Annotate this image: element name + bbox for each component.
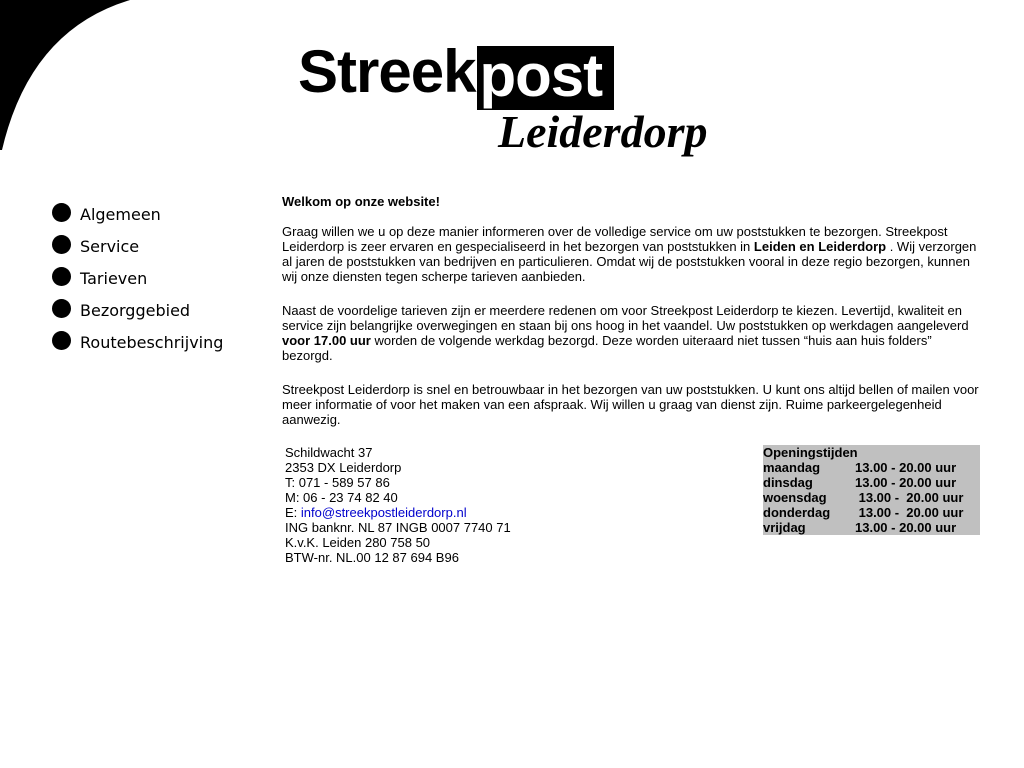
hours-time: 13.00 - 20.00 uur: [855, 505, 964, 520]
intro-highlight: Leiden en Leiderdorp: [753, 239, 887, 254]
address-btw: BTW-nr. NL.00 12 87 694 B96: [285, 550, 459, 565]
email-prefix: E:: [285, 505, 301, 520]
logo-text-post: post: [477, 46, 614, 110]
address-mobile: M: 06 - 23 74 82 40: [285, 490, 398, 505]
hours-time: 13.00 - 20.00 uur: [855, 460, 957, 475]
contact-paragraph: Streekpost Leiderdorp is snel en betrouwbaar in het bezorgen van uw poststukken. U kunt ons altijd bellen of mailen voor meer informatie of voor het maken van een afspraak. Wij willen u graag van dienst zijn. Ruime parkeergelegenheid aanwezig.: [282, 382, 979, 427]
hours-row: [763, 505, 980, 520]
intro-text-end: . Wij verzorgen al jaren de poststukken van bedrijven en particulieren. Omdat wij de poststukken vooral in deze regio bezorgen, kunnen wij onze diensten tegen scherpe tarieven aanbieden.: [282, 239, 977, 284]
email-link[interactable]: info@streekpostleiderdorp.nl: [300, 505, 467, 520]
nav-item-label: Service: [80, 236, 140, 256]
logo-text-streek: Streek: [298, 38, 476, 105]
hours-day: woensdag: [763, 490, 827, 505]
nav-item-bezorggebied[interactable]: [52, 294, 223, 326]
address-postal: 2353 DX Leiderdorp: [285, 460, 402, 475]
main-content: [282, 194, 982, 446]
nav-item-service[interactable]: [52, 230, 223, 262]
reasons-text-end: worden de volgende werkdag bezorgd. Deze worden uiteraard niet tussen “huis aan huis folders” bezorgd.: [282, 333, 932, 363]
address-street: Schildwacht 37: [285, 445, 373, 460]
bullet-icon: [52, 299, 71, 318]
address-phone: T: 071 - 589 57 86: [285, 475, 390, 490]
nav-item-tarieven[interactable]: [52, 262, 223, 294]
site-logo: [298, 36, 614, 110]
bullet-icon: [52, 331, 71, 350]
nav-item-label: Tarieven: [80, 268, 148, 288]
bullet-icon: [52, 267, 71, 286]
hours-day: dinsdag: [763, 475, 813, 490]
address-block: [285, 445, 511, 565]
nav-item-label: Bezorggebied: [80, 300, 191, 320]
opening-hours-box: [763, 445, 980, 535]
reasons-highlight: voor 17.00 uur: [282, 333, 371, 348]
intro-text: Graag willen we u op deze manier informeren over de volledige service om uw poststukken te bezorgen. Streekpost Leiderdorp is zeer ervaren en gespecialiseerd in het bezorgen van poststukken in: [282, 224, 948, 254]
hours-row: [763, 490, 980, 505]
address-bank: ING banknr. NL 87 INGB 0007 7740 71: [285, 520, 511, 535]
nav-item-routebeschrijving[interactable]: [52, 326, 223, 358]
welcome-heading: Welkom op onze website!: [282, 194, 440, 209]
hours-day: vrijdag: [763, 520, 806, 535]
hours-day: donderdag: [763, 505, 831, 520]
reasons-paragraph: [282, 303, 982, 363]
hours-time: 13.00 - 20.00 uur: [855, 520, 957, 535]
hours-row: [763, 520, 980, 535]
hours-day: maandag: [763, 460, 821, 475]
nav-item-algemeen[interactable]: [52, 198, 223, 230]
nav-item-label: Routebeschrijving: [80, 332, 224, 352]
corner-arc-decoration: [0, 0, 140, 150]
reasons-text: Naast de voordelige tarieven zijn er meerdere redenen om voor Streekpost Leiderdorp te kiezen. Levertijd, kwaliteit en service zijn belangrijke overwegingen en staan bij ons hoog in het vaandel. Uw poststukken op werkdagen aangeleverd: [282, 303, 969, 333]
address-email-line: [285, 505, 511, 520]
main-nav: [52, 198, 223, 358]
hours-time: 13.00 - 20.00 uur: [855, 490, 964, 505]
bullet-icon: [52, 203, 71, 222]
intro-paragraph: [282, 224, 982, 284]
hours-row: [763, 475, 980, 490]
logo-subtitle: Leiderdorp: [498, 106, 708, 157]
nav-item-label: Algemeen: [80, 204, 161, 224]
hours-time: 13.00 - 20.00 uur: [855, 475, 957, 490]
hours-title: Openingstijden: [763, 445, 858, 460]
address-kvk: K.v.K. Leiden 280 758 50: [285, 535, 431, 550]
bullet-icon: [52, 235, 71, 254]
hours-row: [763, 460, 980, 475]
